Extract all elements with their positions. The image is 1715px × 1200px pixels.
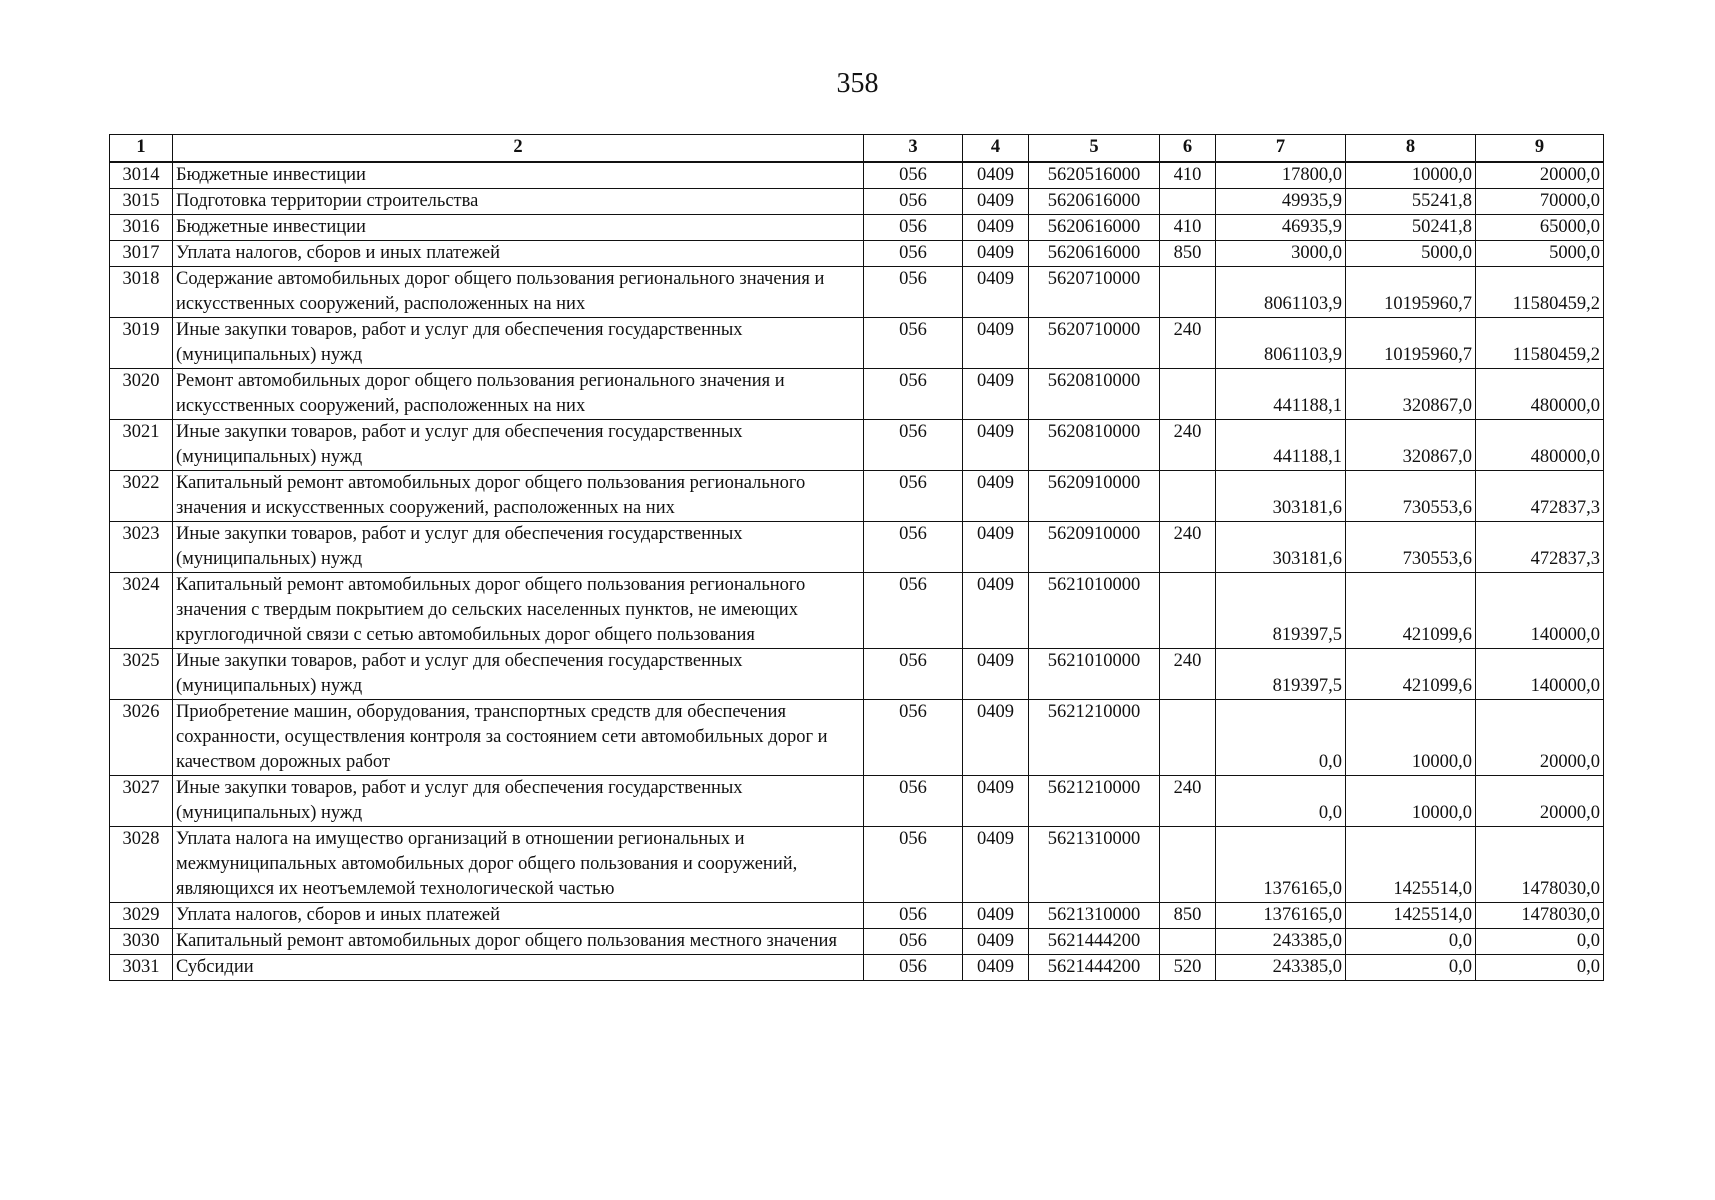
table-row <box>110 241 1604 267</box>
code-cell-6: 520 <box>1160 955 1216 981</box>
code-cell-6 <box>1160 827 1216 903</box>
code-cell-5: 5620910000 <box>1029 471 1160 522</box>
code-cell-3: 056 <box>864 955 963 981</box>
code-cell-4: 0409 <box>963 215 1029 241</box>
row-name-cell: Уплата налогов, сборов и иных платежей <box>173 903 864 929</box>
code-cell-4: 0409 <box>963 420 1029 471</box>
code-cell-4: 0409 <box>963 522 1029 573</box>
value-cell-9: 480000,0 <box>1476 420 1604 471</box>
code-cell-3: 056 <box>864 700 963 776</box>
table-row <box>110 420 1604 471</box>
code-cell-6 <box>1160 929 1216 955</box>
value-cell-8: 1425514,0 <box>1346 903 1476 929</box>
code-cell-5: 5620616000 <box>1029 189 1160 215</box>
code-cell-6: 240 <box>1160 318 1216 369</box>
column-header: 3 <box>864 135 963 163</box>
column-header: 2 <box>173 135 864 163</box>
code-cell-5: 5620710000 <box>1029 318 1160 369</box>
row-name-cell: Субсидии <box>173 955 864 981</box>
value-cell-8: 10000,0 <box>1346 700 1476 776</box>
value-cell-7: 819397,5 <box>1216 649 1346 700</box>
value-cell-8: 10195960,7 <box>1346 318 1476 369</box>
value-cell-8: 50241,8 <box>1346 215 1476 241</box>
code-cell-6: 240 <box>1160 522 1216 573</box>
row-name-cell: Содержание автомобильных дорог общего пользования регионального значения и искусственных сооружений, расположенных на них <box>173 267 864 318</box>
value-cell-7: 303181,6 <box>1216 522 1346 573</box>
value-cell-9: 11580459,2 <box>1476 318 1604 369</box>
row-name-cell: Иные закупки товаров, работ и услуг для обеспечения государственных (муниципальных) нужд <box>173 776 864 827</box>
code-cell-4: 0409 <box>963 471 1029 522</box>
value-cell-8: 55241,8 <box>1346 189 1476 215</box>
value-cell-9: 20000,0 <box>1476 162 1604 189</box>
row-number-cell: 3014 <box>110 162 173 189</box>
page-number: 358 <box>836 68 879 99</box>
row-number-cell: 3015 <box>110 189 173 215</box>
code-cell-6 <box>1160 189 1216 215</box>
table-row <box>110 522 1604 573</box>
code-cell-3: 056 <box>864 369 963 420</box>
value-cell-9: 65000,0 <box>1476 215 1604 241</box>
code-cell-5: 5621310000 <box>1029 903 1160 929</box>
row-number-cell: 3017 <box>110 241 173 267</box>
table-row <box>110 827 1604 903</box>
row-name-cell: Уплата налогов, сборов и иных платежей <box>173 241 864 267</box>
code-cell-4: 0409 <box>963 318 1029 369</box>
table-row <box>110 776 1604 827</box>
code-cell-3: 056 <box>864 215 963 241</box>
code-cell-6: 410 <box>1160 215 1216 241</box>
row-number-cell: 3019 <box>110 318 173 369</box>
row-number-cell: 3022 <box>110 471 173 522</box>
value-cell-9: 0,0 <box>1476 955 1604 981</box>
code-cell-6 <box>1160 267 1216 318</box>
value-cell-7: 0,0 <box>1216 776 1346 827</box>
code-cell-5: 5620516000 <box>1029 162 1160 189</box>
value-cell-7: 243385,0 <box>1216 955 1346 981</box>
code-cell-4: 0409 <box>963 162 1029 189</box>
row-name-cell: Иные закупки товаров, работ и услуг для обеспечения государственных (муниципальных) нужд <box>173 420 864 471</box>
value-cell-7: 49935,9 <box>1216 189 1346 215</box>
row-number-cell: 3023 <box>110 522 173 573</box>
code-cell-5: 5621010000 <box>1029 573 1160 649</box>
code-cell-4: 0409 <box>963 649 1029 700</box>
column-header: 9 <box>1476 135 1604 163</box>
row-name-cell: Иные закупки товаров, работ и услуг для обеспечения государственных (муниципальных) нужд <box>173 318 864 369</box>
row-name-cell: Иные закупки товаров, работ и услуг для обеспечения государственных (муниципальных) нужд <box>173 522 864 573</box>
code-cell-5: 5620810000 <box>1029 369 1160 420</box>
code-cell-5: 5620616000 <box>1029 241 1160 267</box>
value-cell-8: 320867,0 <box>1346 369 1476 420</box>
code-cell-6: 240 <box>1160 776 1216 827</box>
row-number-cell: 3029 <box>110 903 173 929</box>
value-cell-9: 1478030,0 <box>1476 903 1604 929</box>
code-cell-4: 0409 <box>963 827 1029 903</box>
code-cell-6 <box>1160 573 1216 649</box>
code-cell-6: 850 <box>1160 241 1216 267</box>
column-header: 5 <box>1029 135 1160 163</box>
column-header: 1 <box>110 135 173 163</box>
value-cell-7: 441188,1 <box>1216 420 1346 471</box>
value-cell-7: 243385,0 <box>1216 929 1346 955</box>
table-row <box>110 162 1604 189</box>
row-name-cell: Иные закупки товаров, работ и услуг для обеспечения государственных (муниципальных) нужд <box>173 649 864 700</box>
value-cell-7: 1376165,0 <box>1216 827 1346 903</box>
column-header: 7 <box>1216 135 1346 163</box>
code-cell-4: 0409 <box>963 573 1029 649</box>
value-cell-8: 10000,0 <box>1346 776 1476 827</box>
row-name-cell: Бюджетные инвестиции <box>173 162 864 189</box>
value-cell-7: 8061103,9 <box>1216 318 1346 369</box>
value-cell-8: 1425514,0 <box>1346 827 1476 903</box>
value-cell-9: 20000,0 <box>1476 700 1604 776</box>
table-row <box>110 318 1604 369</box>
code-cell-5: 5621210000 <box>1029 776 1160 827</box>
code-cell-6: 410 <box>1160 162 1216 189</box>
code-cell-6: 240 <box>1160 649 1216 700</box>
table-row <box>110 573 1604 649</box>
value-cell-9: 140000,0 <box>1476 649 1604 700</box>
value-cell-9: 70000,0 <box>1476 189 1604 215</box>
code-cell-5: 5621444200 <box>1029 929 1160 955</box>
row-number-cell: 3026 <box>110 700 173 776</box>
code-cell-3: 056 <box>864 267 963 318</box>
row-number-cell: 3018 <box>110 267 173 318</box>
table-body <box>110 162 1604 981</box>
value-cell-7: 819397,5 <box>1216 573 1346 649</box>
code-cell-4: 0409 <box>963 241 1029 267</box>
row-name-cell: Уплата налога на имущество организаций в отношении региональных и межмуниципальных автомобильных дорог общего пользования и сооружений, являющихся их неотъемлемой технологической частью <box>173 827 864 903</box>
code-cell-4: 0409 <box>963 929 1029 955</box>
table-row <box>110 700 1604 776</box>
value-cell-7: 46935,9 <box>1216 215 1346 241</box>
table-row <box>110 471 1604 522</box>
code-cell-5: 5621010000 <box>1029 649 1160 700</box>
column-header: 8 <box>1346 135 1476 163</box>
code-cell-3: 056 <box>864 903 963 929</box>
value-cell-9: 5000,0 <box>1476 241 1604 267</box>
value-cell-8: 10000,0 <box>1346 162 1476 189</box>
value-cell-8: 10195960,7 <box>1346 267 1476 318</box>
value-cell-9: 472837,3 <box>1476 522 1604 573</box>
row-name-cell: Подготовка территории строительства <box>173 189 864 215</box>
code-cell-3: 056 <box>864 776 963 827</box>
row-number-cell: 3025 <box>110 649 173 700</box>
code-cell-3: 056 <box>864 522 963 573</box>
code-cell-6: 240 <box>1160 420 1216 471</box>
value-cell-8: 320867,0 <box>1346 420 1476 471</box>
row-number-cell: 3016 <box>110 215 173 241</box>
table-row <box>110 903 1604 929</box>
value-cell-7: 303181,6 <box>1216 471 1346 522</box>
code-cell-6 <box>1160 700 1216 776</box>
value-cell-9: 0,0 <box>1476 929 1604 955</box>
value-cell-8: 0,0 <box>1346 929 1476 955</box>
row-name-cell: Бюджетные инвестиции <box>173 215 864 241</box>
value-cell-9: 480000,0 <box>1476 369 1604 420</box>
budget-table <box>109 134 1604 981</box>
value-cell-7: 1376165,0 <box>1216 903 1346 929</box>
code-cell-6: 850 <box>1160 903 1216 929</box>
code-cell-3: 056 <box>864 420 963 471</box>
code-cell-4: 0409 <box>963 369 1029 420</box>
row-number-cell: 3031 <box>110 955 173 981</box>
code-cell-5: 5620616000 <box>1029 215 1160 241</box>
value-cell-8: 0,0 <box>1346 955 1476 981</box>
row-number-cell: 3028 <box>110 827 173 903</box>
table-row <box>110 267 1604 318</box>
table-row <box>110 929 1604 955</box>
row-number-cell: 3024 <box>110 573 173 649</box>
code-cell-5: 5620810000 <box>1029 420 1160 471</box>
row-name-cell: Капитальный ремонт автомобильных дорог общего пользования регионального значения и искусственных сооружений, расположенных на них <box>173 471 864 522</box>
table-row <box>110 215 1604 241</box>
table-row <box>110 649 1604 700</box>
row-name-cell: Капитальный ремонт автомобильных дорог общего пользования местного значения <box>173 929 864 955</box>
value-cell-7: 8061103,9 <box>1216 267 1346 318</box>
value-cell-9: 472837,3 <box>1476 471 1604 522</box>
value-cell-8: 421099,6 <box>1346 649 1476 700</box>
code-cell-3: 056 <box>864 649 963 700</box>
code-cell-3: 056 <box>864 241 963 267</box>
code-cell-3: 056 <box>864 162 963 189</box>
value-cell-9: 140000,0 <box>1476 573 1604 649</box>
row-number-cell: 3030 <box>110 929 173 955</box>
code-cell-6 <box>1160 471 1216 522</box>
code-cell-5: 5621444200 <box>1029 955 1160 981</box>
row-number-cell: 3021 <box>110 420 173 471</box>
code-cell-3: 056 <box>864 189 963 215</box>
value-cell-7: 0,0 <box>1216 700 1346 776</box>
table-header-row <box>110 135 1604 163</box>
column-header: 6 <box>1160 135 1216 163</box>
row-name-cell: Ремонт автомобильных дорог общего пользования регионального значения и искусственных сооружений, расположенных на них <box>173 369 864 420</box>
code-cell-4: 0409 <box>963 776 1029 827</box>
code-cell-4: 0409 <box>963 189 1029 215</box>
code-cell-4: 0409 <box>963 700 1029 776</box>
code-cell-3: 056 <box>864 929 963 955</box>
code-cell-5: 5620910000 <box>1029 522 1160 573</box>
code-cell-4: 0409 <box>963 955 1029 981</box>
code-cell-3: 056 <box>864 573 963 649</box>
value-cell-9: 1478030,0 <box>1476 827 1604 903</box>
code-cell-3: 056 <box>864 471 963 522</box>
value-cell-8: 5000,0 <box>1346 241 1476 267</box>
code-cell-4: 0409 <box>963 267 1029 318</box>
value-cell-7: 3000,0 <box>1216 241 1346 267</box>
value-cell-9: 11580459,2 <box>1476 267 1604 318</box>
code-cell-4: 0409 <box>963 903 1029 929</box>
value-cell-7: 441188,1 <box>1216 369 1346 420</box>
value-cell-8: 421099,6 <box>1346 573 1476 649</box>
row-number-cell: 3020 <box>110 369 173 420</box>
row-name-cell: Приобретение машин, оборудования, транспортных средств для обеспечения сохранности, осуществления контроля за состоянием сети автомобильных дорог и качеством дорожных работ <box>173 700 864 776</box>
row-number-cell: 3027 <box>110 776 173 827</box>
code-cell-5: 5620710000 <box>1029 267 1160 318</box>
column-header: 4 <box>963 135 1029 163</box>
code-cell-5: 5621210000 <box>1029 700 1160 776</box>
row-name-cell: Капитальный ремонт автомобильных дорог общего пользования регионального значения с твердым покрытием до сельских населенных пунктов, не имеющих круглогодичной связи с сетью автомобильных дорог общего пользования <box>173 573 864 649</box>
table-row <box>110 189 1604 215</box>
code-cell-6 <box>1160 369 1216 420</box>
code-cell-3: 056 <box>864 318 963 369</box>
code-cell-3: 056 <box>864 827 963 903</box>
code-cell-5: 5621310000 <box>1029 827 1160 903</box>
value-cell-8: 730553,6 <box>1346 471 1476 522</box>
value-cell-8: 730553,6 <box>1346 522 1476 573</box>
value-cell-9: 20000,0 <box>1476 776 1604 827</box>
table-row <box>110 955 1604 981</box>
value-cell-7: 17800,0 <box>1216 162 1346 189</box>
table-row <box>110 369 1604 420</box>
